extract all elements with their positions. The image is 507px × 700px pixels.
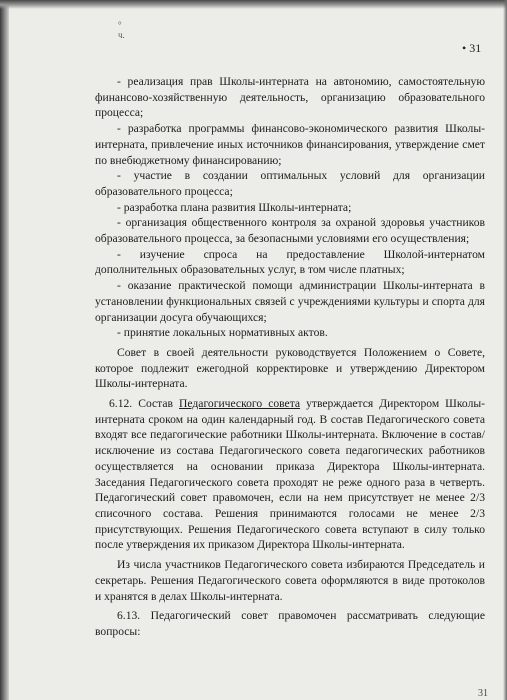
section-6-12-underlined: Педагогического совета (179, 397, 301, 411)
scan-edge-right (503, 0, 507, 700)
council-regulation-paragraph: Совет в своей деятельности руководствуется Положением о Совете, которое подлежит ежегодной корректировке и утверждению Директором Школы-интерната. (95, 345, 485, 391)
document-body (95, 74, 485, 640)
list-item: - оказание практической помощи администрации Школы-интерната в установлении функциональных связей с учреждениями культуры и спорта для организации досуга обучающихся; (95, 279, 485, 324)
list-item: - принятие локальных нормативных актов. (117, 326, 328, 340)
section-6-12 (95, 396, 485, 553)
section-6-12-text: утверждается Директором Школы-интерната сроком на один календарный год. В состав Педагогического совета входят все педагогические работники Школы-интерната. Включение в состав/исключение из состава Педагогического совета педагогических работников осуществляется на основании приказа Директора Школы-интерната. Заседания Педагогического совета проходят не реже одного раза в четверть. Педагогический совет правомочен, если на нем присутствует не менее 2/3 списочного состава. Решения принимаются голосами не менее 2/3 присутствующих. Решения Педагогического совета вступают в силу только после утверждения их приказом Директора Школы-интерната. (95, 397, 485, 552)
section-6-12-prefix: 6.12. Состав (109, 397, 180, 411)
section-6-13: 6.13. Педагогический совет правомочен рассматривать следующие вопросы: (95, 609, 485, 638)
chair-paragraph: Из числа участников Педагогического совета избираются Председатель и секретарь. Решения Педагогического совета оформляются в виде протоколов и хранятся в делах Школы-интерната. (95, 558, 485, 603)
scan-edge-left (0, 0, 9, 700)
list-item: - организация общественного контроля за охраной здоровья участников образовательного процесса, за безопасными условиями его осуществления; (95, 216, 485, 246)
bottom-page-mark: 31 (478, 688, 488, 699)
scan-edge-top (0, 0, 507, 9)
list-item: - реализация прав Школы-интерната на автономию, самостоятельную финансово-хозяйственную деятельность, организацию образовательного процесса; (95, 75, 485, 120)
scan-smudge: ° ч. (118, 20, 125, 40)
list-item: - изучение спроса на предоставление Школой-интернатом дополнительных образовательных услуг, в том числе платных; (95, 247, 485, 277)
list-item: - разработка программы финансово-экономического развития Школы-интерната, привлечение иных источников финансирования, утверждение смет по внебюджетному финансированию; (95, 122, 485, 167)
page-number: • 31 (462, 41, 482, 55)
list-item: - участие в создании оптимальных условий для организации образовательного процесса; (95, 169, 485, 198)
list-item: - разработка плана развития Школы-интерната; (117, 200, 352, 214)
